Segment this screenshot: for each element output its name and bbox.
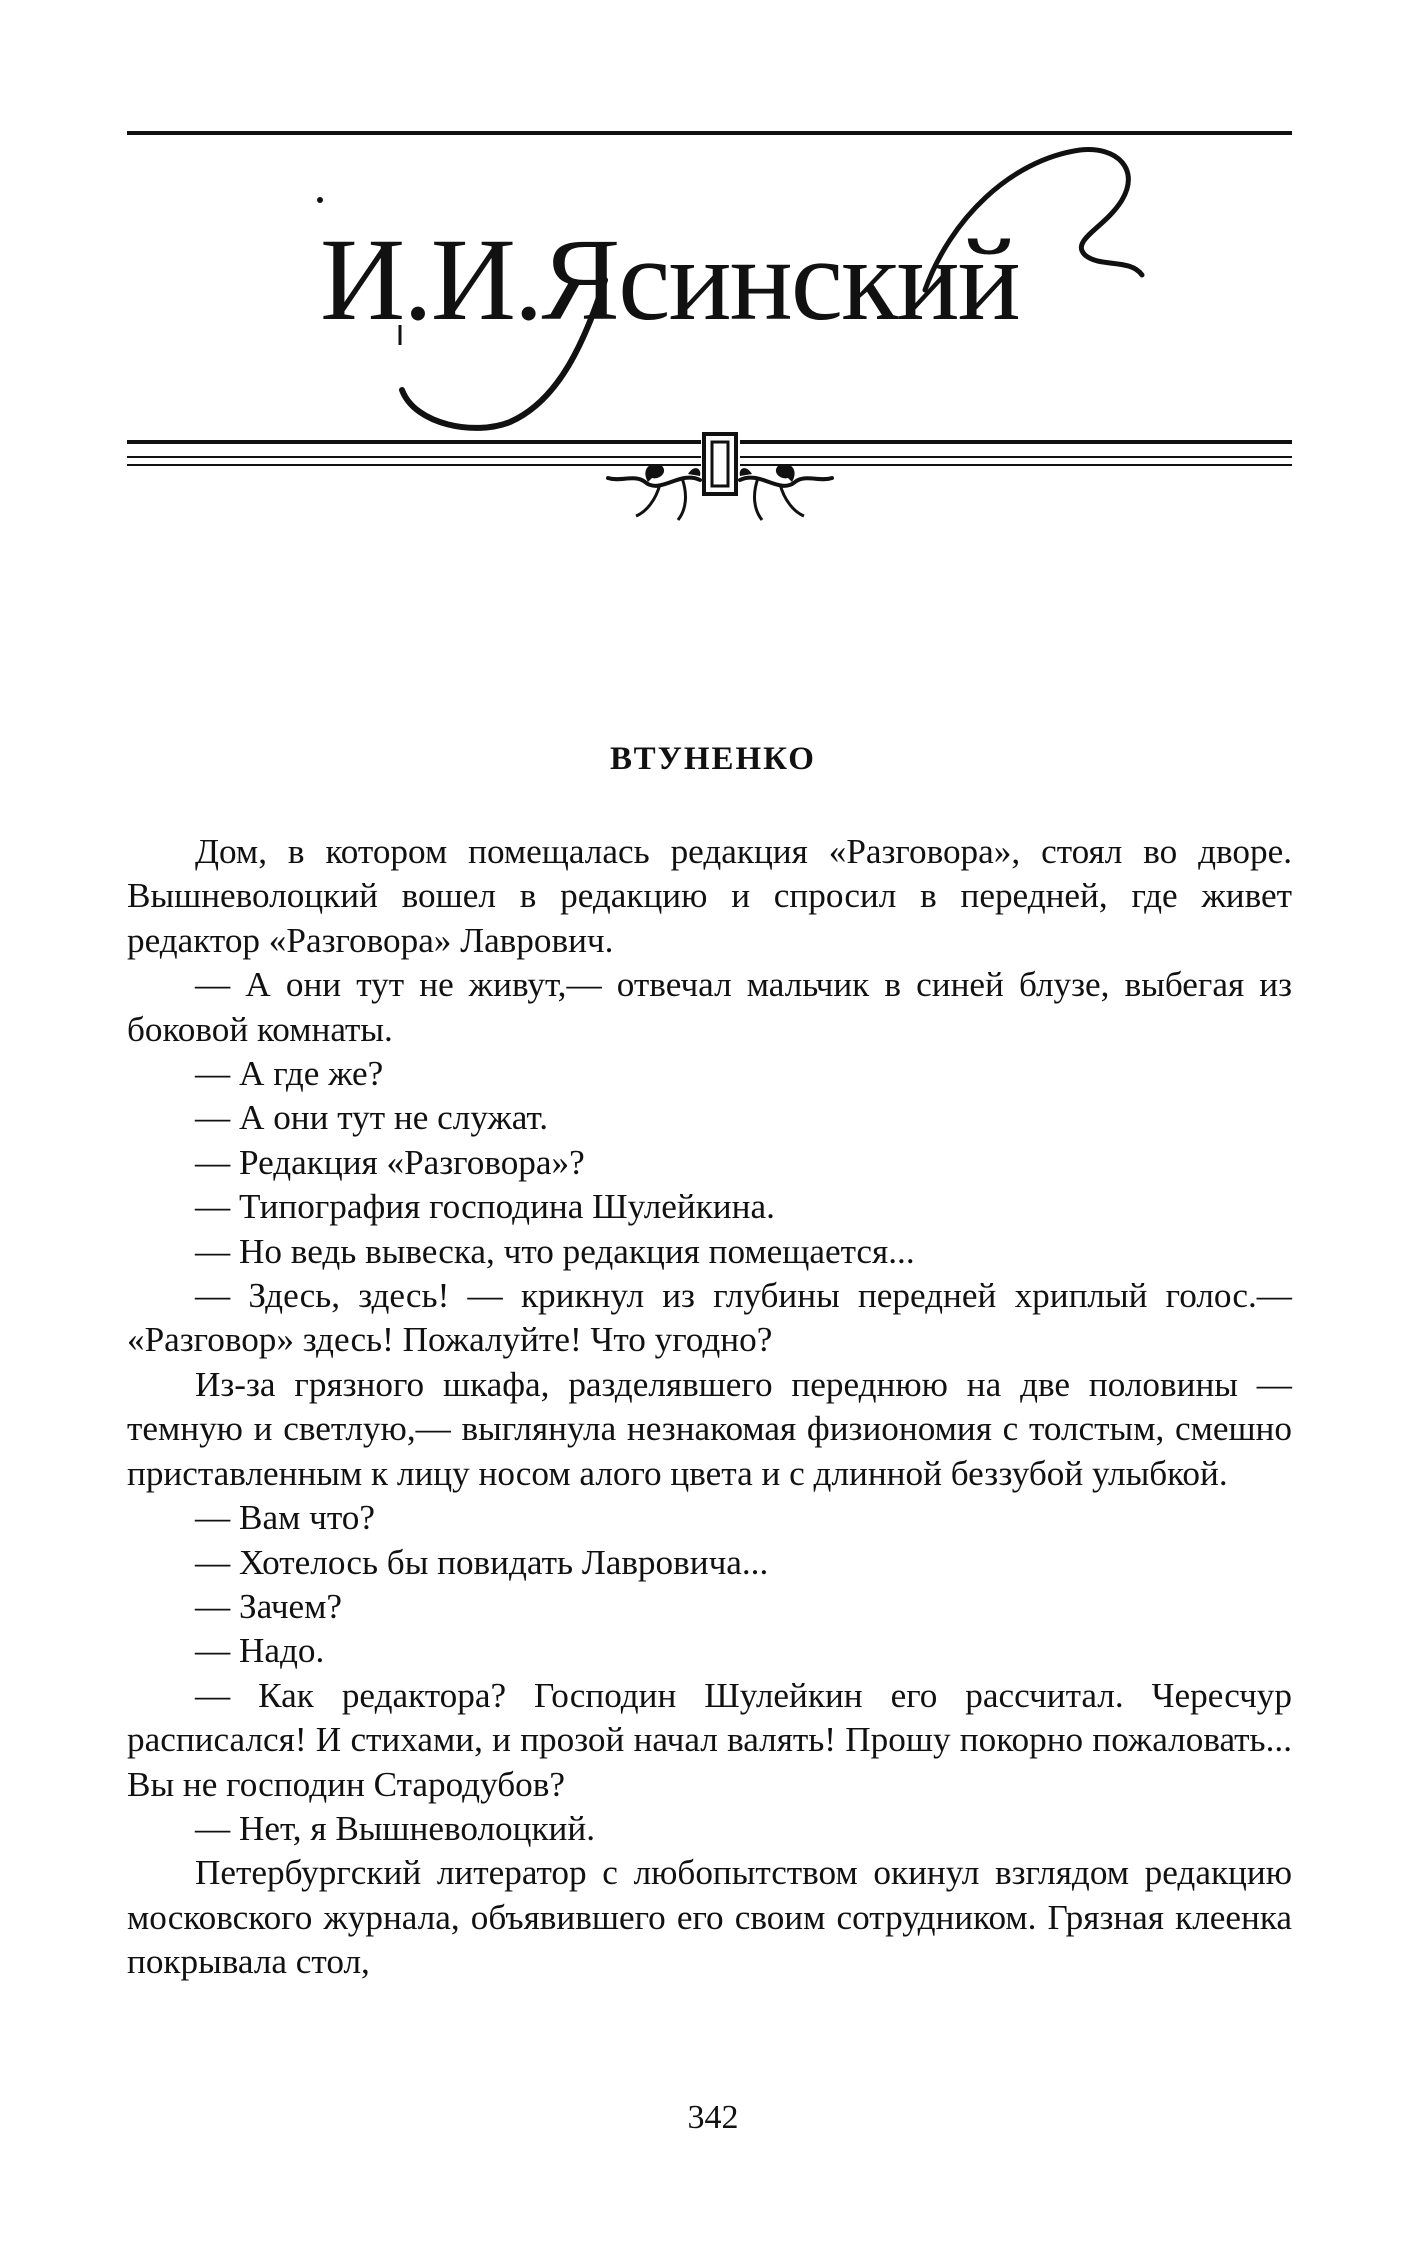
paragraph: — Нет, я Вышневолоцкий. [195, 1808, 596, 1848]
paragraph: — Зачем? [195, 1586, 343, 1626]
paragraph: — Редакция «Разговора»? [195, 1142, 585, 1182]
paragraph: — Вам что? [195, 1498, 375, 1538]
paragraph: — Надо. [195, 1631, 325, 1671]
author-name: И.И.Ясинский [320, 214, 1019, 345]
top-rule [127, 131, 1292, 135]
paragraph: Петербургский литератор с любопытством окинул взглядом редакцию московского журнала, объявившего его своим сотрудником. Грязная клеенка покрывала стол, [127, 1853, 1292, 1982]
paragraph: — Здесь, здесь! — крикнул из глубины передней хриплый голос.— «Разговор» здесь! Пожалуйте! Что угодно? [127, 1276, 1292, 1360]
paragraph: — Хотелось бы повидать Лавровича... [195, 1542, 769, 1582]
paragraph: Дом, в котором помещалась редакция «Разговора», стоял во дворе. Вышневолоцкий вошел в редакцию и спросил в передней, где живет редактор «Разговора» Лаврович. [127, 832, 1292, 960]
story-title: ВТУНЕНКО [610, 741, 816, 777]
paragraph: Из-за грязного шкафа, разделявшего переднюю на две половины — темную и светлую,— выглянула незнакомая физиономия с толстым, смешно приставленным к лицу носом алого цвета и с длинной беззубой улыбкой. [127, 1364, 1292, 1493]
paragraph: — Но ведь вывеска, что редакция помещается... [195, 1231, 915, 1271]
story-text [127, 830, 1292, 1985]
paragraph: — А они тут не живут,— отвечал мальчик в синей блузе, выбегая из боковой комнаты. [127, 965, 1292, 1049]
paragraph: — Типография господина Шулейкина. [195, 1187, 775, 1227]
vine-ornament [590, 420, 850, 530]
paragraph: — А они тут не служат. [195, 1098, 549, 1138]
paragraph: — А где же? [195, 1054, 384, 1094]
page-number: 342 [687, 2099, 739, 2136]
paragraph: — Как редактора? Господин Шулейкин его рассчитал. Чересчур расписался! И стихами, и прозой начал валять! Прошу покорно пожаловать... Вы не господин Стародубов? [127, 1675, 1292, 1804]
